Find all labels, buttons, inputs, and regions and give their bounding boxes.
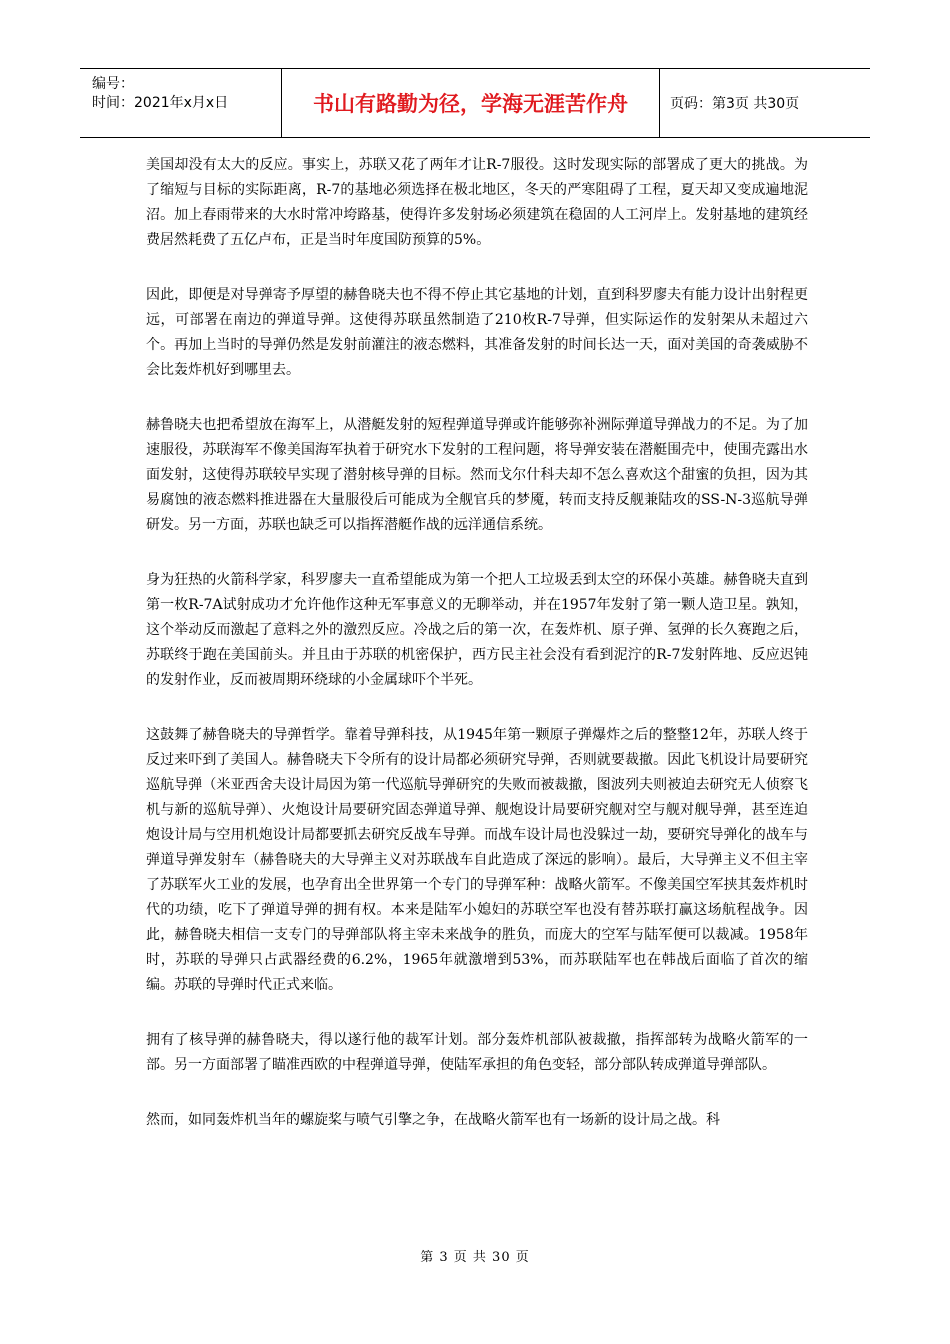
- paragraph: 身为狂热的火箭科学家，科罗廖夫一直希望能成为第一个把人工垃圾丢到太空的环保小英雄。赫鲁晓夫直到第一枚R-7A试射成功才允许他作这种无军事意义的无聊举动，并在1957年发射了第一颗人造卫星。孰知，这个举动反而激起了意料之外的激烈反应。冷战之后的第一次，在轰炸机、原子弹、氢弹的长久赛跑之后，苏联终于跑在美国前头。并且由于苏联的机密保护，西方民主社会没有看到泥泞的R-7发射阵地、反应迟钝的发射作业，反而被周期环绕球的小金属球吓个半死。: [146, 572, 808, 688]
- document-number-label: 编号：: [92, 76, 134, 92]
- page-header: [80, 68, 870, 138]
- header-page-label: 页码：第3页 共30页: [670, 96, 800, 112]
- paragraph: 拥有了核导弹的赫鲁晓夫，得以遂行他的裁军计划。部分轰炸机部队被裁撤，指挥部转为战略火箭军的一部。另一方面部署了瞄准西欧的中程弹道导弹，使陆军承担的角色变轻，部分部队转成弹道导弹部队。: [146, 1032, 808, 1073]
- document-body: [146, 153, 808, 1163]
- header-meta: [80, 69, 282, 137]
- paragraph: 因此，即便是对导弹寄予厚望的赫鲁晓夫也不得不停止其它基地的计划，直到科罗廖夫有能力设计出射程更远，可部署在南边的弹道导弹。这使得苏联虽然制造了210枚R-7导弹，但实际运作的发射架从未超过六个。再加上当时的导弹仍然是发射前灌注的液态燃料，其准备发射的时间长达一天，面对美国的奇袭威胁不会比轰炸机好到哪里去。: [146, 287, 808, 378]
- page-footer: 第 3 页 共 30 页: [420, 1250, 530, 1265]
- paragraph: 然而，如同轰炸机当年的螺旋桨与喷气引擎之争，在战略火箭军也有一场新的设计局之战。科: [146, 1112, 720, 1128]
- paragraph: 赫鲁晓夫也把希望放在海军上，从潜艇发射的短程弹道导弹或许能够弥补洲际弹道导弹战力的不足。为了加速服役，苏联海军不像美国海军执着于研究水下发射的工程问题，将导弹安装在潜艇围壳中，使围壳露出水面发射，这使得苏联较早实现了潜射核导弹的目标。然而戈尔什科夫却不怎么喜欢这个甜蜜的负担，因为其易腐蚀的液态燃料推进器在大量服役后可能成为全舰官兵的梦魇，转而支持反舰兼陆攻的SS-N-3巡航导弹研发。另一方面，苏联也缺乏可以指挥潜艇作战的远洋通信系统。: [146, 417, 808, 533]
- paragraph: 美国却没有太大的反应。事实上，苏联又花了两年才让R-7服役。这时发现实际的部署成了更大的挑战。为了缩短与目标的实际距离，R-7的基地必须选择在极北地区，冬天的严寒阻碍了工程，夏天却又变成遍地泥沼。加上春雨带来的大水时常冲垮路基，使得许多发射场必须建筑在稳固的人工河岸上。发射基地的建筑经费居然耗费了五亿卢布，正是当时年度国防预算的5%。: [146, 157, 808, 248]
- document-time-label: 时间：2021年x月x日: [92, 95, 229, 111]
- paragraph: 这鼓舞了赫鲁晓夫的导弹哲学。靠着导弹科技，从1945年第一颗原子弹爆炸之后的整整12年，苏联人终于反过来吓到了美国人。赫鲁晓夫下令所有的设计局都必须研究导弹，否则就要裁撤。因此飞机设计局要研究巡航导弹（米亚西舍夫设计局因为第一代巡航导弹研究的失败而被裁撤，图波列夫则被迫去研究无人侦察飞机与新的巡航导弹）、火炮设计局要研究固态弹道导弹、舰炮设计局要研究舰对空与舰对舰导弹，甚至连迫炮设计局与空用机炮设计局都要抓去研究反战车导弹。而战车设计局也没躲过一劫，要研究导弹化的战车与弹道导弹发射车（赫鲁晓夫的大导弹主义对苏联战车自此造成了深远的影响）。最后，大导弹主义不但主宰了苏联军火工业的发展，也孕育出全世界第一个专门的导弹军种：战略火箭军。不像美国空军挟其轰炸机时代的功绩，吃下了弹道导弹的拥有权。本来是陆军小媳妇的苏联空军也没有替苏联打赢这场航程战争。因此，赫鲁晓夫相信一支专门的导弹部队将主宰未来战争的胜负，而庞大的空军与陆军便可以裁减。1958年时，苏联的导弹只占武器经费的6.2%，1965年就激增到53%，而苏联陆军也在韩战后面临了首次的缩编。苏联的导弹时代正式来临。: [146, 727, 808, 993]
- header-motto: 书山有路勤为径，学海无涯苦作舟: [282, 69, 660, 137]
